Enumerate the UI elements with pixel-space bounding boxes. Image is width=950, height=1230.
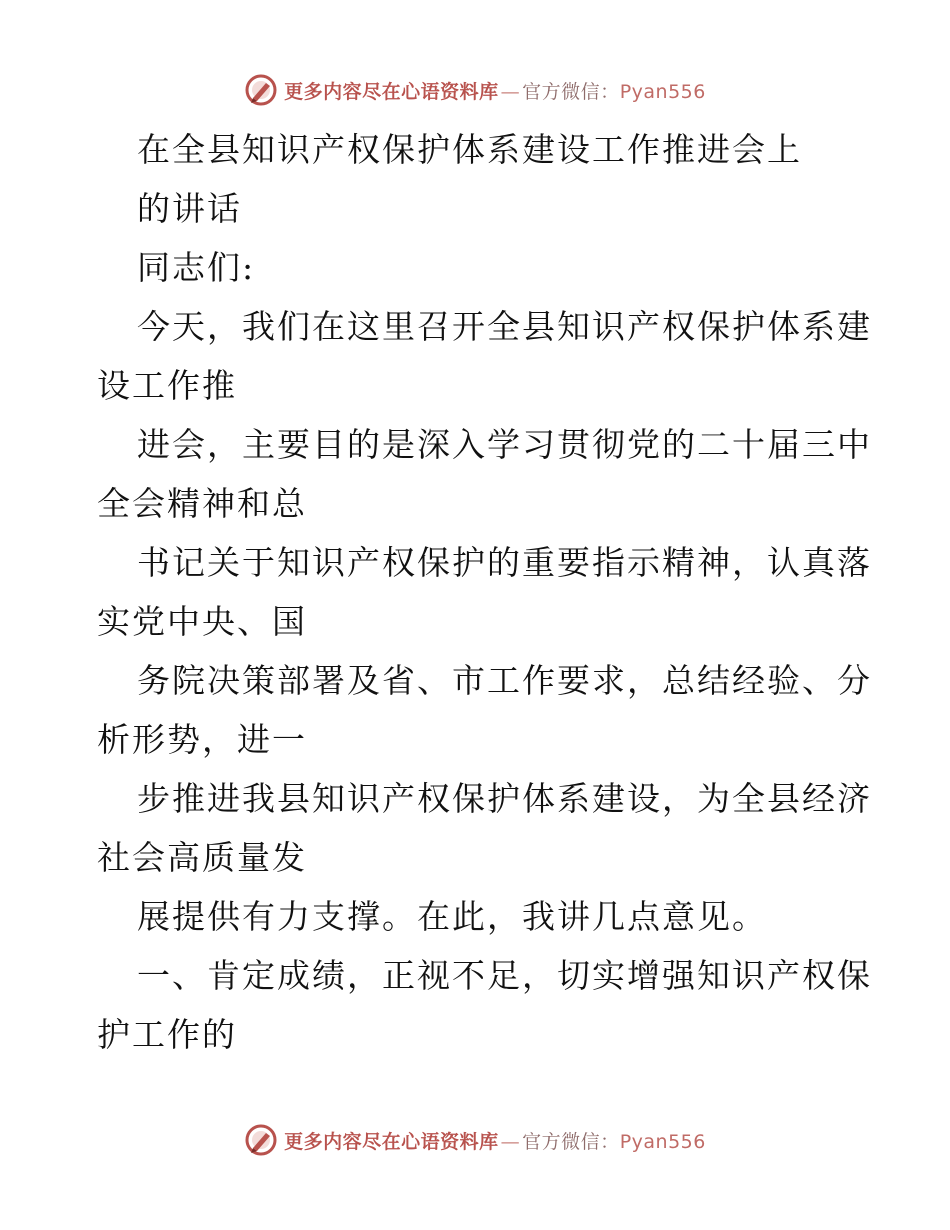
document-line: 进会，主要目的是深入学习贯彻党的二十届三中 [137,425,872,464]
document-line: 书记关于知识产权保护的重要指示精神，认真落 [137,543,872,582]
document-line: 的讲话 [137,189,242,228]
document-line: 护工作的 [97,1015,237,1054]
document-line: 同志们: [137,248,256,287]
header-banner-inner [244,73,706,107]
banner-main-text: 更多内容尽在心语资料库 [284,80,499,103]
document-line: 今天，我们在这里召开全县知识产权保护体系建 [137,307,872,346]
document-line: 实党中央、国 [97,602,307,641]
banner-message [284,77,706,104]
banner-separator: — [500,80,521,103]
document-line: 展提供有力支撑。在此，我讲几点意见。 [137,897,767,936]
document-line: 析形势，进一 [97,720,307,759]
document-line: 社会高质量发 [97,838,307,877]
document-body [97,120,872,1064]
banner-official-label: 官方微信： [522,80,620,103]
banner-wechat-id: Pyan556 [619,1130,706,1153]
banner-separator: — [500,1130,521,1153]
document-line: 在全县知识产权保护体系建设工作推进会上 [137,130,802,169]
banner-main-text: 更多内容尽在心语资料库 [284,1130,499,1153]
document-line: 步推进我县知识产权保护体系建设，为全县经济 [137,779,872,818]
footer-banner-inner [244,1123,706,1157]
header-banner [0,70,950,110]
banner-wechat-id: Pyan556 [619,80,706,103]
banner-official-label: 官方微信： [522,1130,620,1153]
document-line: 全会精神和总 [97,484,307,523]
pen-circle-logo-icon [244,1123,278,1157]
pen-circle-logo-icon [244,73,278,107]
banner-message [284,1127,706,1154]
footer-banner [0,1120,950,1160]
document-line: 一、肯定成绩，正视不足，切实增强知识产权保 [137,956,872,995]
document-line: 务院决策部署及省、市工作要求，总结经验、分 [137,661,872,700]
document-line: 设工作推 [97,366,237,405]
